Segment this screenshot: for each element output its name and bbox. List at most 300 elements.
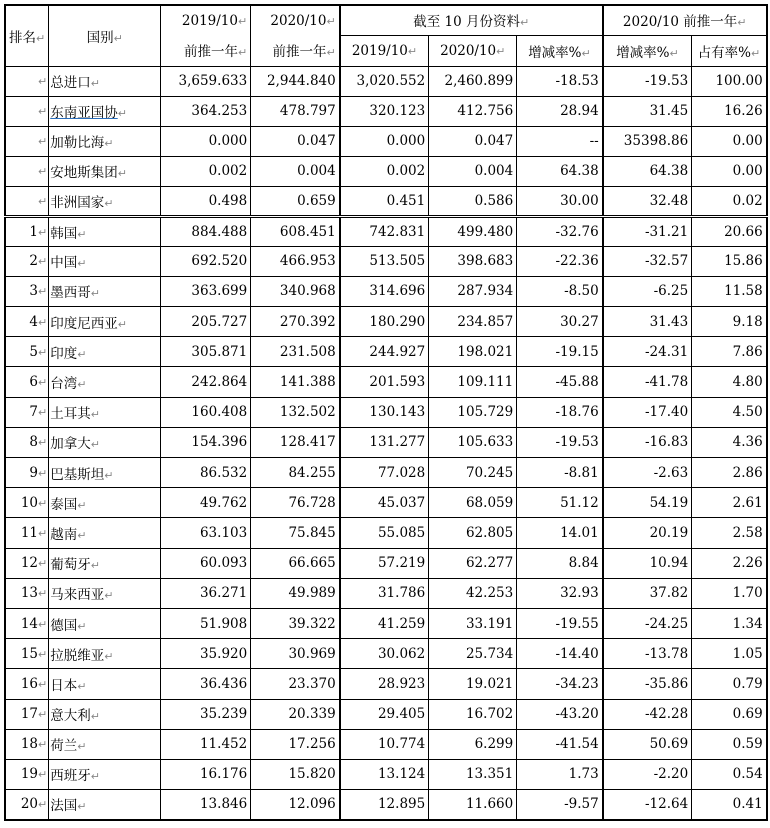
cell-v2020 [251,96,340,126]
cell-c2020 [429,548,517,578]
v2020-value: 608.451 [279,223,336,240]
header-share: 占有率%↵ [692,35,767,66]
rg-value: 54.19 [649,494,689,511]
table-row [5,518,767,548]
cell-rank [5,367,49,397]
header-prev-year-2: 前推一年↵ [251,35,340,66]
cell-cg [517,337,603,367]
paragraph-mark: ↵ [38,376,48,390]
paragraph-mark: ↵ [77,227,87,241]
name-value: 马来西亚 [50,587,105,604]
cell-cg [517,126,603,156]
v2020-value: 75.845 [288,524,336,541]
v2019-value: 0.498 [208,192,248,209]
cell-share [692,397,767,427]
paragraph-mark: ↵ [38,135,48,148]
rg-value: -6.25 [653,283,689,300]
cell-v2020 [251,578,340,608]
cell-c2019 [340,608,429,638]
cell-share [692,66,767,96]
cell-cg [517,156,603,186]
cell-v2020 [251,307,340,337]
table-row [5,699,767,729]
cell-rank [5,246,49,276]
cell-v2019 [161,518,251,548]
cell-rank [5,518,49,548]
cell-rank [5,96,49,126]
cell-rg [603,518,692,548]
cell-cg [517,790,603,820]
cell-v2020 [251,488,340,518]
cell-c2019 [340,307,429,337]
v2020-value: 478.797 [279,103,336,119]
cell-c2019 [340,759,429,789]
rank-value: 16 [20,675,38,692]
paragraph-mark: ↵ [104,589,114,603]
cg-value: -18.76 [555,404,599,421]
share-value: 4.36 [732,434,763,451]
cell-name [49,699,161,729]
share-value: 16.26 [724,103,763,119]
share-value: 2.86 [732,464,763,481]
cell-share [692,367,767,397]
v2019-value: 11.452 [199,736,248,753]
cell-v2019 [161,96,251,126]
rg-value: -2.63 [653,464,689,481]
paragraph-mark: ↵ [117,167,127,180]
cg-value: -14.40 [555,645,599,662]
share-value: 0.41 [732,796,763,813]
cell-name [49,608,161,638]
cell-name [49,156,161,186]
name-value: 中国 [50,255,78,272]
cell-name [49,458,161,488]
cell-c2020 [429,337,517,367]
name-value: 总进口 [50,75,91,91]
c2020-value: 499.480 [457,223,514,240]
cell-rg [603,216,692,246]
v2020-value: 0.659 [297,192,336,209]
cell-cg [517,96,603,126]
cell-c2020 [429,276,517,306]
share-value: 100.00 [715,73,763,89]
paragraph-mark: ↵ [38,165,48,178]
share-value: 0.69 [732,706,763,723]
cg-value: -41.54 [555,736,599,753]
rank-value: 8 [29,434,38,451]
v2019-value: 0.000 [208,133,248,149]
cell-c2020 [429,488,517,518]
cell-share [692,126,767,156]
c2019-value: 57.219 [377,555,426,572]
cell-v2019 [161,578,251,608]
table-row [5,367,767,397]
rank-value: 20 [20,796,38,813]
v2020-value: 84.255 [288,464,336,481]
cell-share [692,337,767,367]
cell-c2020 [429,458,517,488]
cell-rank [5,427,49,457]
paragraph-mark: ↵ [77,800,87,814]
cell-cg [517,246,603,276]
header-cum-2020: 2020/10↵ [429,35,517,66]
cell-c2019 [340,699,429,729]
cell-c2020 [429,669,517,699]
table-row [5,337,767,367]
rank-value: 18 [20,736,38,753]
cg-value: 64.38 [560,163,599,179]
paragraph-mark: ↵ [90,770,100,784]
cell-c2020 [429,790,517,820]
c2020-value: 6.299 [474,736,514,753]
rg-value: -12.64 [645,796,689,813]
cell-v2020 [251,759,340,789]
c2019-value: 0.451 [386,192,426,209]
paragraph-mark: ↵ [77,740,87,754]
cell-v2019 [161,608,251,638]
v2020-value: 231.508 [279,343,336,360]
share-value: 1.34 [732,615,763,632]
table-row [5,669,767,699]
cell-share [692,276,767,306]
v2019-value: 364.253 [191,103,248,119]
share-value: 2.61 [732,494,763,511]
cell-cg [517,216,603,246]
cell-c2020 [429,518,517,548]
c2019-value: 45.037 [377,494,426,511]
name-value: 意大利 [50,708,91,725]
cell-v2020 [251,427,340,457]
share-value: 0.00 [732,163,763,179]
table-row [5,126,767,156]
v2020-value: 0.004 [297,163,336,179]
table-row [5,276,767,306]
paragraph-mark: ↵ [38,798,48,812]
c2020-value: 105.729 [457,404,514,421]
share-value: 9.18 [732,313,763,330]
cell-name [49,669,161,699]
cell-v2019 [161,156,251,186]
cell-rg [603,578,692,608]
rg-value: 10.94 [649,555,689,572]
name-value: 葡萄牙 [50,557,91,574]
cg-value: 14.01 [560,524,599,541]
cell-rg [603,639,692,669]
table-row [5,578,767,608]
cell-v2019 [161,307,251,337]
rank-value: 19 [20,766,38,783]
cell-c2019 [340,518,429,548]
name-value: 德国 [50,617,78,634]
cell-rg [603,699,692,729]
cg-value: -32.76 [555,223,599,240]
paragraph-mark: ↵ [77,347,87,361]
table-row [5,246,767,276]
header-cumulative: 截至 10 月份资料↵ [340,5,603,35]
cell-name [49,578,161,608]
table-row [5,186,767,216]
cell-name [49,66,161,96]
share-value: 2.58 [732,524,763,541]
share-value: 20.66 [724,223,763,240]
cell-c2019 [340,186,429,216]
cell-v2019 [161,216,251,246]
share-value: 0.02 [732,192,763,209]
cell-v2019 [161,699,251,729]
cg-value: -22.36 [555,253,599,270]
c2019-value: 29.405 [377,706,426,723]
cell-cg [517,397,603,427]
cell-v2020 [251,729,340,759]
cg-value: -19.15 [555,343,599,360]
rg-value: -24.31 [645,343,689,360]
cell-rank [5,458,49,488]
v2019-value: 3,659.633 [178,73,248,89]
paragraph-mark: ↵ [104,468,114,482]
c2019-value: 30.062 [377,645,426,662]
cell-share [692,608,767,638]
cell-cg [517,699,603,729]
cell-c2019 [340,669,429,699]
v2020-value: 76.728 [288,494,336,511]
c2019-value: 180.290 [369,313,426,330]
cell-share [692,216,767,246]
cell-rank [5,729,49,759]
c2019-value: 244.927 [369,343,426,360]
v2019-value: 305.871 [191,343,248,360]
v2019-value: 63.103 [199,524,248,541]
cg-value: 1.73 [568,766,599,783]
rank-value: 3 [29,283,38,300]
rg-value: 32.48 [649,192,689,209]
c2020-value: 0.586 [474,192,514,209]
cell-name [49,427,161,457]
v2019-value: 36.436 [199,675,248,692]
c2019-value: 13.124 [377,766,426,783]
v2020-value: 12.096 [288,796,336,813]
cell-c2019 [340,548,429,578]
header-right-group: 2020/10 前推一年↵ [603,5,767,35]
cell-c2020 [429,729,517,759]
cg-value: -8.81 [564,464,599,481]
c2019-value: 131.277 [369,434,426,451]
name-value: 荷兰 [50,738,78,755]
cell-v2019 [161,548,251,578]
v2020-value: 0.047 [297,133,336,149]
cell-c2020 [429,578,517,608]
cell-v2019 [161,639,251,669]
table-row [5,156,767,186]
cell-name [49,126,161,156]
c2019-value: 31.786 [377,585,426,602]
c2020-value: 198.021 [457,343,514,360]
cell-v2019 [161,126,251,156]
cell-c2020 [429,397,517,427]
rg-value: -2.20 [653,766,689,783]
cell-rank [5,66,49,96]
cell-rg [603,307,692,337]
cell-rg [603,608,692,638]
cell-name [49,246,161,276]
v2019-value: 884.488 [191,223,248,240]
table-row [5,759,767,789]
share-value: 1.70 [732,585,763,602]
cell-c2020 [429,96,517,126]
rg-value: 31.43 [649,313,689,330]
cell-rg [603,548,692,578]
table-row [5,790,767,820]
cell-cg [517,66,603,96]
rank-value: 17 [20,706,38,723]
c2019-value: 314.696 [369,283,426,300]
cell-v2020 [251,608,340,638]
table-row [5,488,767,518]
cell-name [49,96,161,126]
c2020-value: 287.934 [457,283,514,300]
cell-rank [5,790,49,820]
cg-value: -8.50 [564,283,599,300]
c2019-value: 201.593 [369,374,426,391]
name-value: 巴基斯坦 [50,466,105,483]
cell-v2019 [161,397,251,427]
cell-c2019 [340,427,429,457]
v2020-value: 466.953 [279,253,336,270]
c2020-value: 0.047 [474,133,514,149]
share-value: 4.50 [732,404,763,421]
cell-v2019 [161,367,251,397]
cell-cg [517,518,603,548]
rank-value: 6 [29,374,38,391]
cell-cg [517,367,603,397]
rank-value: 1 [29,223,38,240]
v2020-value: 39.322 [288,615,336,632]
cell-v2019 [161,790,251,820]
c2019-value: 55.085 [377,524,426,541]
paragraph-mark: ↵ [104,649,114,663]
cg-value: -9.57 [564,796,599,813]
cell-name [49,729,161,759]
cell-name [49,276,161,306]
cell-rg [603,759,692,789]
v2020-value: 30.969 [288,645,336,662]
cg-value: 28.94 [560,103,599,119]
cell-rg [603,458,692,488]
header-country: 国别↵ [49,5,161,66]
name-value: 土耳其 [50,406,91,423]
cell-rg [603,156,692,186]
cell-rank [5,488,49,518]
cell-v2019 [161,729,251,759]
paragraph-mark: ↵ [90,438,100,452]
name-value: 台湾 [50,376,78,393]
cell-v2020 [251,458,340,488]
cell-rg [603,246,692,276]
c2020-value: 398.683 [457,253,514,270]
name-value: 法国 [50,798,78,815]
header-2020: 2020/10↵ [251,5,340,35]
cell-v2019 [161,488,251,518]
cell-cg [517,488,603,518]
cell-name [49,337,161,367]
c2019-value: 0.000 [386,133,426,149]
name-value: 墨西哥 [50,285,91,302]
c2019-value: 742.831 [369,223,426,240]
cell-cg [517,276,603,306]
cell-c2020 [429,186,517,216]
v2019-value: 86.532 [199,464,248,481]
rg-value: -32.57 [645,253,689,270]
import-table-container [4,4,768,821]
name-value: 加拿大 [50,436,91,453]
c2019-value: 77.028 [377,464,426,481]
paragraph-mark: ↵ [38,466,48,480]
c2020-value: 13.351 [465,766,514,783]
cell-v2020 [251,66,340,96]
cell-name [49,216,161,246]
cell-rg [603,66,692,96]
v2019-value: 16.176 [199,766,248,783]
name-value: 泰国 [50,496,78,513]
paragraph-mark: ↵ [38,587,48,601]
import-statistics-table [4,4,768,821]
paragraph-mark: ↵ [38,557,48,571]
paragraph-mark: ↵ [104,196,114,210]
cell-name [49,488,161,518]
c2019-value: 12.895 [377,796,426,813]
cell-c2019 [340,578,429,608]
name-value: 非洲国家 [50,194,105,211]
v2019-value: 154.396 [191,434,248,451]
cell-c2019 [340,246,429,276]
share-value: 0.59 [732,736,763,753]
paragraph-mark: ↵ [77,378,87,392]
cell-v2019 [161,276,251,306]
cell-cg [517,578,603,608]
paragraph-mark: ↵ [38,677,48,691]
cell-rg [603,337,692,367]
cell-cg [517,186,603,216]
header-prev-year-1: 前推一年↵ [161,35,251,66]
rg-value: 64.38 [649,163,689,179]
c2020-value: 62.805 [465,524,514,541]
paragraph-mark: ↵ [104,137,114,150]
cell-rg [603,669,692,699]
cell-c2020 [429,126,517,156]
v2019-value: 13.846 [199,796,248,813]
cell-rank [5,156,49,186]
share-value: 0.54 [732,766,763,783]
v2020-value: 49.989 [288,585,336,602]
header-cum-2019: 2019/10↵ [340,35,429,66]
cell-v2020 [251,276,340,306]
paragraph-mark: ↵ [38,617,48,631]
cell-c2019 [340,458,429,488]
cell-share [692,307,767,337]
name-value: 加勒比海 [50,135,105,151]
paragraph-mark: ↵ [38,315,48,329]
c2019-value: 28.923 [377,675,426,692]
cell-rank [5,759,49,789]
share-value: 4.80 [732,374,763,391]
cell-c2019 [340,126,429,156]
cell-c2020 [429,639,517,669]
c2020-value: 70.245 [465,464,514,481]
rank-value: 12 [20,555,38,572]
cell-v2019 [161,458,251,488]
v2020-value: 141.388 [279,374,336,391]
cell-v2020 [251,669,340,699]
cell-c2020 [429,699,517,729]
